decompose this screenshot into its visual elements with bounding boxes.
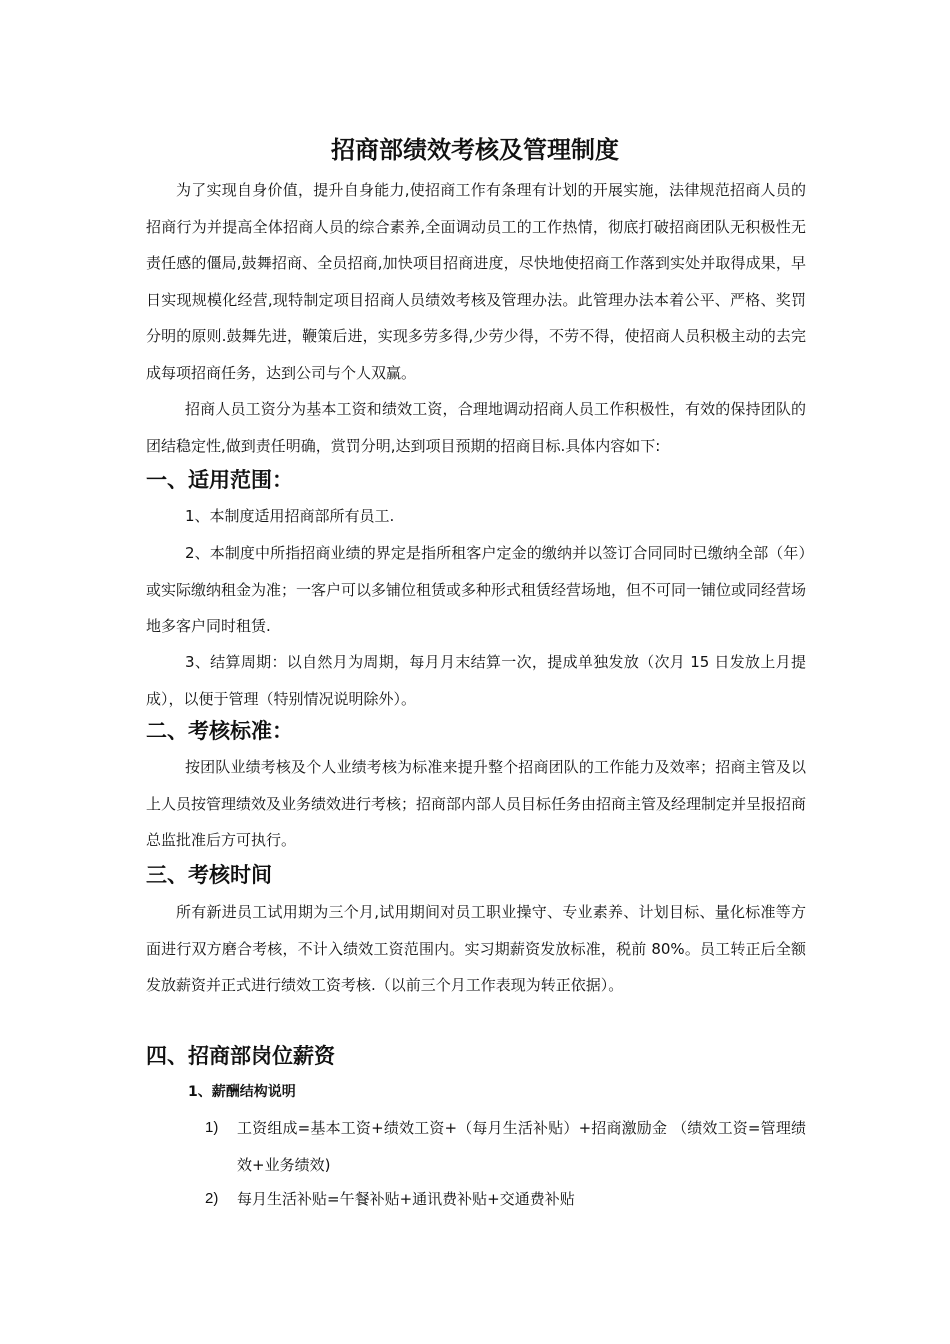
document-title: 招商部绩效考核及管理制度 [331,136,619,164]
scope-item-2: 2、本制度中所指招商业绩的界定是指所租客户定金的缴纳并以签订合同同时已缴纳全部（年）或实际缴纳租金为准；一客户可以多铺位租赁或多种形式租赁经营场地，但不可同一铺位或同经营场地多客户同时租赁. [146,544,807,635]
list-number: 2) [205,1190,219,1207]
section-heading-standard: 二、考核标准： [146,719,293,743]
standard-paragraph: 按团队业绩考核及个人业绩考核为标准来提升整个招商团队的工作能力及效率；招商主管及以上人员按管理绩效及业务绩效进行考核；招商部内部人员目标任务由招商主管及经理制定并呈报招商总监批准后方可执行。 [146,758,807,849]
scope-item-3: 3、结算周期：以自然月为周期，每月月末结算一次，提成单独发放（次月 15 日发放上月提成），以便于管理（特别情况说明除外）。 [146,653,806,708]
salary-list-item-1 [205,1110,806,1183]
list-number: 1) [205,1119,219,1136]
scope-item-1: 1、本制度适用招商部所有员工. [185,507,395,525]
intro-paragraph-2: 招商人员工资分为基本工资和绩效工资，合理地调动招商人员工作积极性，有效的保持团队的团结稳定性,做到责任明确，赏罚分明,达到项目预期的招商目标.具体内容如下: [146,400,806,455]
section-heading-salary: 四、招商部岗位薪资 [146,1044,335,1068]
section-heading-period: 三、考核时间 [146,863,272,887]
list-text: 工资组成=基本工资+绩效工资+（每月生活补贴）+招商激励金 （绩效工资=管理绩效+业务绩效) [237,1119,806,1174]
intro-paragraph-1: 为了实现自身价值，提升自身能力,使招商工作有条理有计划的开展实施，法律规范招商人员的招商行为并提高全体招商人员的综合素养,全面调动员工的工作热情，彻底打破招商团队无积极性无责任感的僵局,鼓舞招商、全员招商,加快项目招商进度，尽快地使招商工作落到实处并取得成果，早日实现规模化经营,现特制定项目招商人员绩效考核及管理办法。此管理办法本着公平、严格、奖罚分明的原则.鼓舞先进，鞭策后进，实现多劳多得,少劳少得，不劳不得，使招商人员积极主动的去完成每项招商任务，达到公司与个人双赢。 [146,181,806,382]
period-paragraph: 所有新进员工试用期为三个月,试用期间对员工职业操守、专业素养、计划目标、量化标准等方面进行双方磨合考核，不计入绩效工资范围内。实习期薪资发放标准，税前 80%。员工转正后全额发放薪资并正式进行绩效工资考核.（以前三个月工作表现为转正依据）。 [146,903,806,994]
salary-structure-subheading: 1、薪酬结构说明 [188,1084,296,1100]
list-text: 每月生活补贴=午餐补贴+通讯费补贴+交通费补贴 [237,1190,575,1208]
section-heading-scope: 一、适用范围： [146,468,293,492]
salary-list-item-2 [205,1181,806,1218]
